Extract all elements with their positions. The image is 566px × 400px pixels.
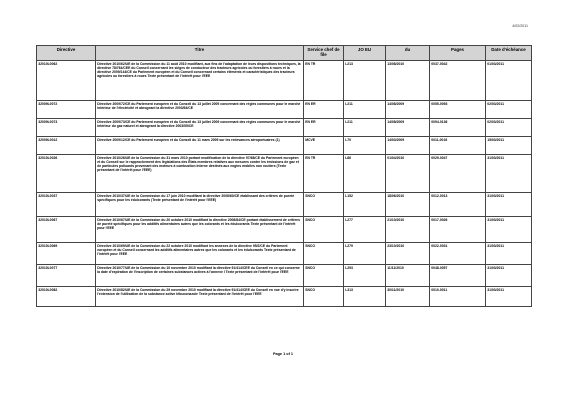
cell-directive: 32010L0077	[37, 265, 96, 287]
cell-du: 01/04/2010	[386, 155, 430, 193]
cell-directive: 32009L0012	[37, 137, 96, 155]
cell-title: Directive 2010/82/UE de la Commission du 29 novembre 2010 modifiant la directive 91/414/CEE du Conseil en vue d'y inscrire l'extension de l'utilisation de la substance active tébuconazole Texte présentant de l'intérêt pour l'EEE	[96, 287, 304, 307]
cell-du: 14/08/2009	[386, 119, 430, 137]
cell-jo: L213	[344, 61, 386, 101]
cell-service: SNCO	[304, 287, 344, 307]
cell-service: SNCO	[304, 217, 344, 243]
cell-title: Directive 2009/12/CE du Parlement européen et du Conseil du 11 mars 2009 sur les redevances aéroportuaires (1)	[96, 137, 304, 155]
cell-title: Directive 2010/26/UE de la Commission du 31 mars 2010 portant modification de la directive 97/68/CE du Parlement européen et du Conseil sur le rapprochement des législations des États membres relatives aux mesures contre les émissions de gaz et de particules polluants provenant des moteurs à combustion interne destinés aux engins mobiles non routiers (Texte présentant de l'intérêt pour l'EEE)	[96, 155, 304, 193]
cell-pages: 0048-0057	[430, 265, 486, 287]
cell-title: Directive 2010/69/UE de la Commission du 22 octobre 2010 modifiant les annexes de la directive 95/2/CE du Parlement européen et du Conseil concernant les additifs alimentaires autres que les colorants et les édulcorants Texte présentant de l'intérêt pour l'EEE	[96, 243, 304, 265]
cell-service: SNCO	[304, 265, 344, 287]
cell-jo: L86	[344, 155, 386, 193]
cell-jo: L211	[344, 119, 386, 137]
cell-pages: 0029-0047	[430, 155, 486, 193]
cell-jo: L277	[344, 217, 386, 243]
cell-jo: L211	[344, 101, 386, 119]
cell-du: 13/08/2010	[386, 61, 430, 101]
header-deadline: Date d'échéance	[486, 46, 532, 61]
cell-title: Directive 2010/62/UE de la Commission du 11 août 2010 modifiant, aux fins de l'adaptation de leurs dispositions techniques, la directive 78/764/CEE du Conseil concernant les sièges de conducteur des tracteurs agricoles ou forestiers à roues et la directive 2009/144/CE du Parlement européen et du Conseil concernant certains éléments et caractéristiques des tracteurs agricoles ou forestiers à roues Texte présentant de l'intérêt pour l'EEE	[96, 61, 304, 101]
cell-directive: 32009L0073	[37, 119, 96, 137]
cell-directive: 32010L0069	[37, 243, 96, 265]
cell-deadline: 31/03/2011	[486, 265, 532, 287]
cell-service: SNCO	[304, 243, 344, 265]
page-footer: Page 1 of 1	[272, 352, 294, 356]
cell-directive: 32010L0026	[37, 155, 96, 193]
table-row	[37, 137, 532, 155]
cell-pages: 0011-0016	[430, 137, 486, 155]
cell-jo: L313	[344, 287, 386, 307]
cell-jo: L152	[344, 193, 386, 217]
cell-pages: 0012-0013	[430, 193, 486, 217]
cell-title: Directive 2009/72/CE du Parlement européen et du Conseil du 13 juillet 2009 concernant des règles communes pour le marché intérieur de l'électricité et abrogeant la directive 2003/54/CE	[96, 101, 304, 119]
cell-service: SNCO	[304, 193, 344, 217]
table-row	[37, 243, 532, 265]
cell-directive: 32010L0067	[37, 217, 96, 243]
cell-pages: 0037-0042	[430, 61, 486, 101]
header-du: du	[386, 46, 430, 61]
cell-directive: 32009L0072	[37, 101, 96, 119]
cell-pages: 0010-0011	[430, 287, 486, 307]
cell-service: EN TR	[304, 155, 344, 193]
print-date: 4/02/2011	[512, 24, 528, 28]
cell-pages: 0055-0093	[430, 101, 486, 119]
cell-deadline: 31/03/2011	[486, 155, 532, 193]
header-title: Titre	[96, 46, 304, 61]
header-service: Service chef de file	[304, 46, 344, 61]
table-row	[37, 101, 532, 119]
table-row	[37, 61, 532, 101]
cell-deadline: 31/03/2011	[486, 287, 532, 307]
cell-deadline: 31/03/2011	[486, 217, 532, 243]
cell-pages: 0017-0026	[430, 217, 486, 243]
cell-title: Directive 2010/77/UE de la Commission du 10 novembre 2010 modifiant la directive 91/414/CEE du Conseil en ce qui concerne la date d'expiration de l'inscription de certaines substances actives à l'annexe I Texte présentant de l'intérêt pour l'EEE	[96, 265, 304, 287]
cell-title: Directive 2010/67/UE de la Commission du 20 octobre 2010 modifiant la directive 2008/84/CE portant établissement de critères de pureté spécifiques pour les additifs alimentaires autres que les colorants et les édulcorants Texte présentant de l'intérêt pour l'EEE	[96, 217, 304, 243]
cell-du: 11/11/2010	[386, 265, 430, 287]
header-jo: JO EU	[344, 46, 386, 61]
cell-deadline: 31/03/2011	[486, 243, 532, 265]
cell-jo: L70	[344, 137, 386, 155]
directives-table	[36, 45, 532, 307]
cell-du: 30/11/2010	[386, 287, 430, 307]
cell-directive: 32010L0082	[37, 287, 96, 307]
cell-title: Directive 2009/73/CE du Parlement européen et du Conseil du 13 juillet 2009 concernant des règles communes pour le marché intérieur du gaz naturel et abrogeant la directive 2003/55/CE	[96, 119, 304, 137]
cell-directive: 32010L0062	[37, 61, 96, 101]
cell-title: Directive 2010/37/UE de la Commission du 17 juin 2010 modifiant la directive 2008/60/CE établissant des critères de pureté spécifiques pour les édulcorants (Texte présentant de l'intérêt pour l'EEE)	[96, 193, 304, 217]
cell-service: MCVE	[304, 137, 344, 155]
header-directive: Directive	[37, 46, 96, 61]
table-row	[37, 119, 532, 137]
cell-deadline: 02/03/2011	[486, 101, 532, 119]
cell-pages: 0022-0031	[430, 243, 486, 265]
table-row	[37, 265, 532, 287]
table-row	[37, 193, 532, 217]
cell-deadline: 02/03/2011	[486, 119, 532, 137]
cell-deadline: 01/03/2011	[486, 61, 532, 101]
cell-du: 18/06/2010	[386, 193, 430, 217]
cell-deadline: 31/03/2011	[486, 193, 532, 217]
cell-service: EN ER	[304, 101, 344, 119]
cell-du: 14/08/2009	[386, 101, 430, 119]
cell-service: EN TR	[304, 61, 344, 101]
table-header-row	[37, 46, 532, 61]
table-row	[37, 287, 532, 307]
cell-du: 23/10/2010	[386, 243, 430, 265]
cell-jo: L293	[344, 265, 386, 287]
table-row	[37, 217, 532, 243]
cell-directive: 32010L0037	[37, 193, 96, 217]
cell-jo: L279	[344, 243, 386, 265]
cell-deadline: 15/03/2011	[486, 137, 532, 155]
cell-du: 21/10/2010	[386, 217, 430, 243]
cell-pages: 0094-0136	[430, 119, 486, 137]
cell-du: 14/03/2009	[386, 137, 430, 155]
table-row	[37, 155, 532, 193]
cell-service: EN ER	[304, 119, 344, 137]
header-pages: Pages	[430, 46, 486, 61]
